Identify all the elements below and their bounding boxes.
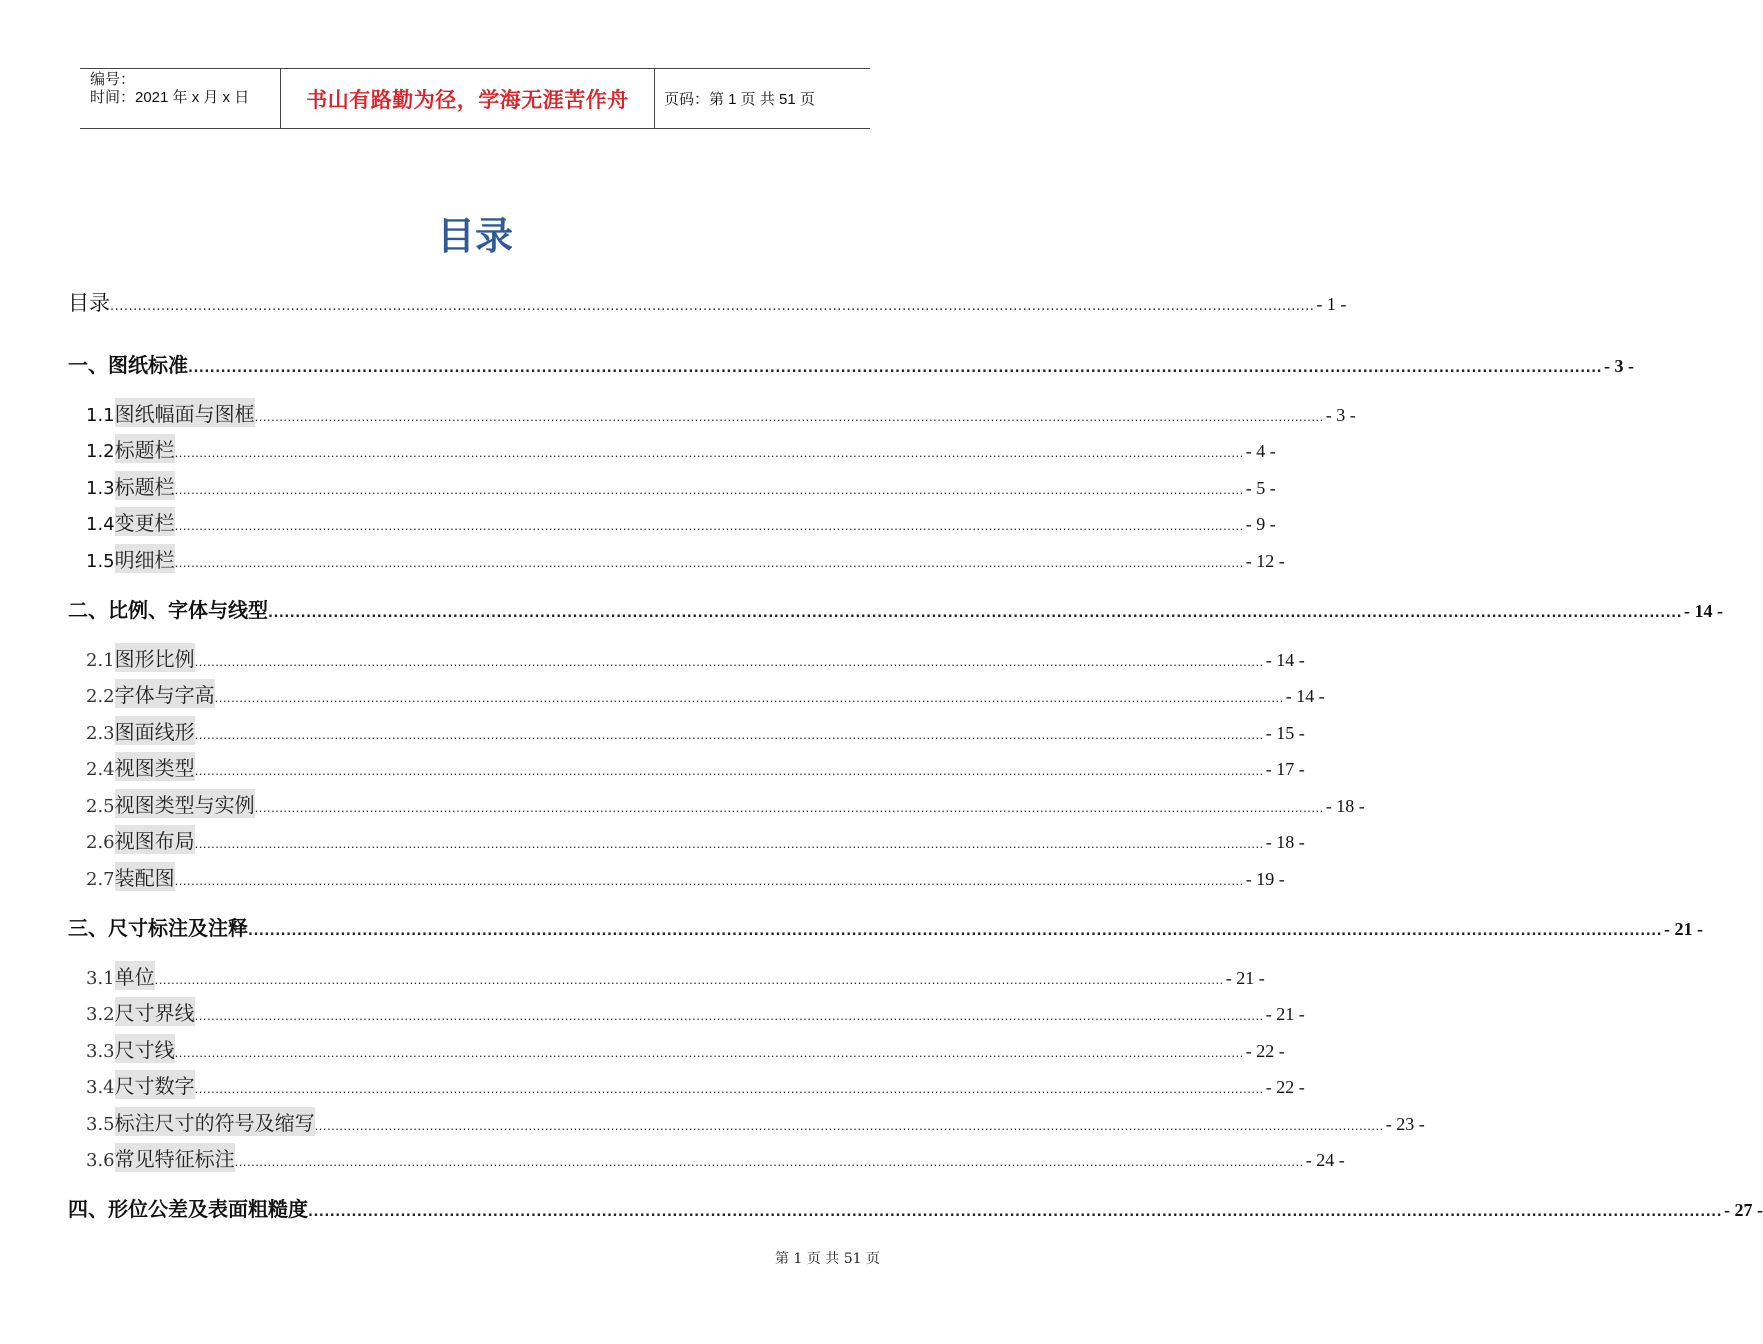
toc-entry-title: 标注尺寸的符号及缩写 [115, 1107, 315, 1136]
toc-entry-number: 1.5 [86, 551, 115, 572]
toc-entry-title: 尺寸界线 [115, 997, 195, 1026]
toc-entry[interactable] [0, 679, 1325, 708]
toc-entry[interactable] [0, 1034, 1285, 1063]
toc-entry-page: - 4 - [1245, 441, 1276, 461]
toc-entry-page: - 21 - [1664, 919, 1704, 939]
toc-entry-title: 视图类型与实例 [115, 789, 255, 818]
toc-entry-title: 图纸幅面与图框 [115, 398, 255, 427]
toc-entry-page: - 3 - [1325, 405, 1356, 425]
toc-entry-title: 尺寸线 [115, 1034, 175, 1063]
toc-entry-number: 2.3 [86, 723, 115, 744]
toc-entry-number: 3.3 [86, 1041, 115, 1062]
toc-entry-title: 目录 [68, 291, 110, 315]
toc-entry[interactable] [0, 507, 1276, 536]
toc-dot-leader: .................................................................................................................................................................................................................................................................... [174, 1045, 1244, 1060]
toc-entry-title: 图形比例 [115, 643, 195, 672]
toc-entry[interactable] [0, 997, 1305, 1026]
toc-entry-title: 尺寸标注及注释 [108, 916, 248, 940]
toc-entry-number: 1.2 [86, 441, 115, 462]
toc-entry[interactable] [0, 1070, 1305, 1099]
toc-entry-number: 3.6 [86, 1150, 115, 1171]
toc-entry-title: 图面线形 [115, 716, 195, 745]
toc-dot-leader: .................................................................................................................................................................................................................................................................... [234, 1154, 1304, 1169]
toc-entry-number: 一、 [68, 353, 108, 377]
header-number-label: 编号： [90, 71, 136, 88]
toc-entry[interactable] [0, 287, 1347, 317]
toc-entry-title: 明细栏 [115, 544, 175, 573]
toc-dot-leader: .................................................................................................................................................................................................................................................................... [110, 299, 1315, 314]
toc-entry-title: 视图布局 [115, 825, 195, 854]
toc-entry-number: 三、 [68, 916, 108, 940]
toc-entry[interactable] [0, 1193, 1763, 1222]
toc-dot-leader: .................................................................................................................................................................................................................................................................... [194, 836, 1264, 851]
toc-entry-page: - 24 - [1305, 1150, 1345, 1170]
toc-dot-leader: .................................................................................................................................................................................................................................................................... [188, 361, 1603, 376]
toc-dot-leader: .................................................................................................................................................................................................................................................................... [194, 1081, 1264, 1096]
toc-entry-title: 装配图 [115, 862, 175, 891]
toc-dot-leader: .................................................................................................................................................................................................................................................................... [174, 445, 1244, 460]
toc-entry-number: 四、 [68, 1197, 108, 1221]
header-motto-cell [281, 69, 655, 128]
toc-dot-leader: .................................................................................................................................................................................................................................................................... [314, 1118, 1384, 1133]
toc-entry-page: - 19 - [1245, 869, 1285, 889]
toc-entry-number: 2.5 [86, 796, 115, 817]
toc-entry-number: 2.6 [86, 832, 115, 853]
toc-entry-number: 1.3 [86, 478, 115, 499]
toc-entry-page: - 14 - [1285, 686, 1325, 706]
toc-entry-page: - 21 - [1265, 1004, 1305, 1024]
toc-entry-page: - 21 - [1225, 968, 1265, 988]
toc-dot-leader: .................................................................................................................................................................................................................................................................... [214, 690, 1284, 705]
toc-entry-page: - 22 - [1265, 1077, 1305, 1097]
toc-entry-page: - 14 - [1265, 650, 1305, 670]
toc-entry[interactable] [0, 752, 1305, 781]
page-footer: 第 1 页 共 51 页 [775, 1251, 880, 1267]
toc-entry[interactable] [0, 862, 1285, 891]
toc-entry[interactable] [0, 1143, 1345, 1172]
toc-entry[interactable] [0, 961, 1265, 990]
toc-entry-title: 变更栏 [115, 507, 175, 536]
toc-entry-title: 字体与字高 [115, 679, 215, 708]
toc-entry[interactable] [0, 398, 1356, 427]
toc-entry-number: 3.5 [86, 1114, 115, 1135]
toc-entry-number: 2.2 [86, 686, 115, 707]
toc-entry-page: - 14 - [1684, 601, 1724, 621]
toc-entry-page: - 9 - [1245, 514, 1276, 534]
toc-dot-leader: .................................................................................................................................................................................................................................................................... [174, 482, 1244, 497]
document-title: 目录 [436, 214, 513, 258]
toc-entry-number: 3.4 [86, 1077, 115, 1098]
toc-dot-leader: .................................................................................................................................................................................................................................................................... [194, 727, 1264, 742]
toc-entry[interactable] [0, 544, 1285, 573]
toc-entry-number: 2.4 [86, 759, 115, 780]
toc-dot-leader: .................................................................................................................................................................................................................................................................... [194, 654, 1264, 669]
toc-dot-leader: .................................................................................................................................................................................................................................................................... [154, 972, 1224, 987]
header-page-info: 页码：第 1 页 共 51 页 [664, 91, 815, 108]
toc-entry[interactable] [0, 789, 1365, 818]
toc-entry-number: 2.7 [86, 869, 115, 890]
page-header [80, 68, 870, 129]
toc-entry-page: - 3 - [1604, 356, 1635, 376]
toc-entry-title: 尺寸数字 [115, 1070, 195, 1099]
toc-entry[interactable] [0, 716, 1305, 745]
toc-entry-page: - 12 - [1245, 551, 1285, 571]
toc-entry-number: 1.4 [86, 514, 115, 535]
toc-dot-leader: .................................................................................................................................................................................................................................................................... [254, 409, 1324, 424]
toc-entry[interactable] [0, 471, 1276, 500]
toc-entry-page: - 1 - [1316, 294, 1347, 314]
toc-entry-page: - 5 - [1245, 478, 1276, 498]
toc-entry-number: 1.1 [86, 405, 115, 426]
toc-entry[interactable] [0, 643, 1305, 672]
header-date-label: 时间：2021 年 x 月 x 日 [90, 89, 250, 106]
toc-entry[interactable] [0, 434, 1276, 463]
toc-entry-page: - 18 - [1265, 832, 1305, 852]
header-motto: 书山有路勤为径，学海无涯苦作舟 [306, 86, 629, 112]
toc-entry-page: - 15 - [1265, 723, 1305, 743]
toc-entry[interactable] [0, 912, 1704, 941]
toc-entry-title: 比例、字体与线型 [108, 598, 268, 622]
toc-entry-page: - 17 - [1265, 759, 1305, 779]
toc-entry-title: 标题栏 [115, 471, 175, 500]
toc-entry-number: 3.2 [86, 1004, 115, 1025]
toc-entry-number: 3.1 [86, 968, 115, 989]
toc-entry-title: 图纸标准 [108, 353, 188, 377]
toc-dot-leader: .................................................................................................................................................................................................................................................................... [248, 924, 1663, 939]
toc-entry-page: - 22 - [1245, 1041, 1285, 1061]
toc-entry-title: 形位公差及表面粗糙度 [108, 1197, 308, 1221]
toc-entry-title: 单位 [115, 961, 155, 990]
toc-entry-page: - 27 - [1724, 1200, 1763, 1220]
toc-entry[interactable] [0, 825, 1305, 854]
toc-entry-title: 常见特征标注 [115, 1143, 235, 1172]
toc-entry-number: 2.1 [86, 650, 115, 671]
toc-dot-leader: .................................................................................................................................................................................................................................................................... [174, 873, 1244, 888]
toc-dot-leader: .................................................................................................................................................................................................................................................................... [174, 555, 1244, 570]
toc-entry-title: 视图类型 [115, 752, 195, 781]
toc-dot-leader: .................................................................................................................................................................................................................................................................... [174, 518, 1244, 533]
toc-dot-leader: .................................................................................................................................................................................................................................................................... [254, 800, 1324, 815]
toc-entry[interactable] [0, 594, 1724, 623]
toc-dot-leader: .................................................................................................................................................................................................................................................................... [194, 763, 1264, 778]
toc-entry-page: - 18 - [1325, 796, 1365, 816]
toc-entry[interactable] [0, 1107, 1425, 1136]
toc-entry-number: 二、 [68, 598, 108, 622]
toc-dot-leader: .................................................................................................................................................................................................................................................................... [308, 1205, 1723, 1220]
toc-dot-leader: .................................................................................................................................................................................................................................................................... [268, 606, 1683, 621]
toc-entry[interactable] [0, 349, 1635, 378]
toc-entry-page: - 23 - [1385, 1114, 1425, 1134]
toc-dot-leader: .................................................................................................................................................................................................................................................................... [194, 1008, 1264, 1023]
toc-entry-title: 标题栏 [115, 434, 175, 463]
header-meta [80, 69, 281, 128]
